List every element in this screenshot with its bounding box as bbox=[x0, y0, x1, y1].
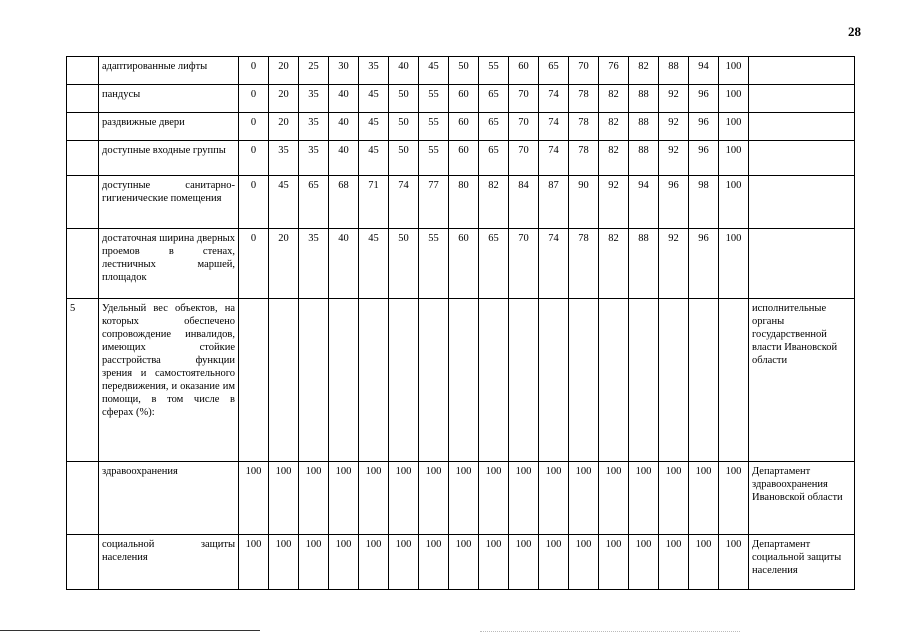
year-value-cell: 50 bbox=[389, 85, 419, 113]
year-value-cell: 74 bbox=[539, 113, 569, 141]
year-value-cell: 65 bbox=[539, 57, 569, 85]
year-value-cell bbox=[389, 299, 419, 462]
year-value-cell: 100 bbox=[719, 462, 749, 535]
year-value-cell: 65 bbox=[479, 141, 509, 176]
year-value-cell: 100 bbox=[659, 462, 689, 535]
year-value-cell: 40 bbox=[329, 85, 359, 113]
year-value-cell bbox=[539, 299, 569, 462]
year-value-cell: 84 bbox=[509, 176, 539, 229]
year-value-cell: 100 bbox=[419, 535, 449, 590]
responsible-executor-cell: исполнительные органы государственной власти Ивановской области bbox=[749, 299, 855, 462]
year-value-cell: 77 bbox=[419, 176, 449, 229]
indicator-name-cell: доступные входные группы bbox=[99, 141, 239, 176]
row-index-cell bbox=[67, 141, 99, 176]
year-value-cell: 20 bbox=[269, 229, 299, 299]
year-value-cell: 65 bbox=[479, 85, 509, 113]
year-value-cell: 0 bbox=[239, 141, 269, 176]
year-value-cell: 100 bbox=[329, 535, 359, 590]
year-value-cell: 88 bbox=[629, 141, 659, 176]
year-value-cell: 50 bbox=[389, 229, 419, 299]
row-index-cell bbox=[67, 113, 99, 141]
table-row bbox=[67, 462, 855, 535]
year-value-cell: 70 bbox=[509, 85, 539, 113]
year-value-cell: 68 bbox=[329, 176, 359, 229]
year-value-cell: 94 bbox=[689, 57, 719, 85]
indicator-name-cell: доступные санитарно-гигиенические помещения bbox=[99, 176, 239, 229]
year-value-cell: 65 bbox=[299, 176, 329, 229]
year-value-cell bbox=[659, 299, 689, 462]
year-value-cell: 55 bbox=[419, 85, 449, 113]
row-index-cell bbox=[67, 85, 99, 113]
year-value-cell: 74 bbox=[539, 229, 569, 299]
year-value-cell: 100 bbox=[629, 535, 659, 590]
responsible-executor-cell bbox=[749, 113, 855, 141]
year-value-cell: 20 bbox=[269, 57, 299, 85]
table-row bbox=[67, 57, 855, 85]
year-value-cell: 0 bbox=[239, 176, 269, 229]
year-value-cell: 60 bbox=[509, 57, 539, 85]
responsible-executor-cell bbox=[749, 85, 855, 113]
year-value-cell: 96 bbox=[689, 113, 719, 141]
year-value-cell: 100 bbox=[569, 535, 599, 590]
year-value-cell: 100 bbox=[689, 535, 719, 590]
year-value-cell: 45 bbox=[359, 85, 389, 113]
year-value-cell: 100 bbox=[269, 535, 299, 590]
year-value-cell bbox=[239, 299, 269, 462]
year-value-cell: 94 bbox=[629, 176, 659, 229]
year-value-cell: 100 bbox=[719, 85, 749, 113]
year-value-cell bbox=[509, 299, 539, 462]
table-row bbox=[67, 85, 855, 113]
year-value-cell: 60 bbox=[449, 229, 479, 299]
year-value-cell: 100 bbox=[479, 535, 509, 590]
bottom-rule bbox=[0, 630, 260, 631]
year-value-cell: 100 bbox=[719, 535, 749, 590]
year-value-cell: 100 bbox=[299, 462, 329, 535]
year-value-cell: 35 bbox=[299, 85, 329, 113]
year-value-cell: 70 bbox=[509, 229, 539, 299]
year-value-cell bbox=[569, 299, 599, 462]
responsible-executor-cell: Департамент социальной защиты населения bbox=[749, 535, 855, 590]
year-value-cell: 0 bbox=[239, 85, 269, 113]
year-value-cell: 100 bbox=[719, 229, 749, 299]
year-value-cell: 74 bbox=[389, 176, 419, 229]
table-row bbox=[67, 299, 855, 462]
year-value-cell bbox=[269, 299, 299, 462]
responsible-executor-cell: Департамент здравоохранения Ивановской области bbox=[749, 462, 855, 535]
year-value-cell: 70 bbox=[509, 141, 539, 176]
year-value-cell: 100 bbox=[659, 535, 689, 590]
year-value-cell: 60 bbox=[449, 113, 479, 141]
row-index-cell bbox=[67, 176, 99, 229]
year-value-cell: 100 bbox=[329, 462, 359, 535]
year-value-cell: 100 bbox=[569, 462, 599, 535]
year-value-cell: 100 bbox=[269, 462, 299, 535]
year-value-cell: 100 bbox=[449, 462, 479, 535]
year-value-cell bbox=[689, 299, 719, 462]
year-value-cell: 35 bbox=[359, 57, 389, 85]
year-value-cell: 65 bbox=[479, 229, 509, 299]
year-value-cell: 55 bbox=[419, 113, 449, 141]
indicator-name-cell: достаточная ширина дверных проемов в стенах, лестничных маршей, площадок bbox=[99, 229, 239, 299]
year-value-cell: 70 bbox=[509, 113, 539, 141]
responsible-executor-cell bbox=[749, 229, 855, 299]
year-value-cell: 40 bbox=[329, 113, 359, 141]
year-value-cell bbox=[449, 299, 479, 462]
year-value-cell: 100 bbox=[719, 176, 749, 229]
row-index-cell bbox=[67, 57, 99, 85]
year-value-cell: 55 bbox=[419, 141, 449, 176]
indicator-name-cell: адаптированные лифты bbox=[99, 57, 239, 85]
year-value-cell bbox=[479, 299, 509, 462]
table-body bbox=[67, 57, 855, 590]
responsible-executor-cell bbox=[749, 141, 855, 176]
year-value-cell: 88 bbox=[659, 57, 689, 85]
year-value-cell: 78 bbox=[569, 85, 599, 113]
year-value-cell: 35 bbox=[269, 141, 299, 176]
year-value-cell: 100 bbox=[419, 462, 449, 535]
year-value-cell: 35 bbox=[299, 141, 329, 176]
year-value-cell: 100 bbox=[689, 462, 719, 535]
indicator-name-cell: пандусы bbox=[99, 85, 239, 113]
year-value-cell bbox=[359, 299, 389, 462]
year-value-cell: 30 bbox=[329, 57, 359, 85]
year-value-cell: 82 bbox=[599, 85, 629, 113]
row-index-cell bbox=[67, 462, 99, 535]
year-value-cell: 96 bbox=[659, 176, 689, 229]
year-value-cell bbox=[299, 299, 329, 462]
year-value-cell: 82 bbox=[479, 176, 509, 229]
year-value-cell: 100 bbox=[599, 462, 629, 535]
year-value-cell: 100 bbox=[359, 462, 389, 535]
page-number: 28 bbox=[848, 24, 861, 39]
year-value-cell: 92 bbox=[659, 113, 689, 141]
table-row bbox=[67, 535, 855, 590]
year-value-cell: 82 bbox=[629, 57, 659, 85]
year-value-cell: 20 bbox=[269, 85, 299, 113]
year-value-cell: 92 bbox=[659, 141, 689, 176]
year-value-cell: 45 bbox=[269, 176, 299, 229]
year-value-cell: 96 bbox=[689, 141, 719, 176]
year-value-cell: 35 bbox=[299, 113, 329, 141]
year-value-cell: 74 bbox=[539, 141, 569, 176]
year-value-cell: 100 bbox=[449, 535, 479, 590]
year-value-cell: 0 bbox=[239, 113, 269, 141]
table-row bbox=[67, 229, 855, 299]
year-value-cell: 92 bbox=[599, 176, 629, 229]
scan-artifact bbox=[480, 631, 740, 633]
table-row bbox=[67, 176, 855, 229]
year-value-cell: 87 bbox=[539, 176, 569, 229]
table-row bbox=[67, 113, 855, 141]
year-value-cell: 100 bbox=[359, 535, 389, 590]
year-value-cell bbox=[719, 299, 749, 462]
year-value-cell: 50 bbox=[389, 113, 419, 141]
year-value-cell: 35 bbox=[299, 229, 329, 299]
year-value-cell: 25 bbox=[299, 57, 329, 85]
year-value-cell: 92 bbox=[659, 85, 689, 113]
year-value-cell: 100 bbox=[479, 462, 509, 535]
year-value-cell: 70 bbox=[569, 57, 599, 85]
row-index-cell bbox=[67, 229, 99, 299]
year-value-cell: 45 bbox=[419, 57, 449, 85]
year-value-cell: 100 bbox=[299, 535, 329, 590]
year-value-cell: 100 bbox=[599, 535, 629, 590]
indicator-name-cell: Удельный вес объектов, на которых обеспечено сопровождение инвалидов, имеющих стойкие расстройства функции зрения и самостоятельного передвижения, и оказание им помощи, в том числе в сферах (%): bbox=[99, 299, 239, 462]
year-value-cell: 0 bbox=[239, 229, 269, 299]
table-row bbox=[67, 141, 855, 176]
year-value-cell: 82 bbox=[599, 113, 629, 141]
year-value-cell: 50 bbox=[449, 57, 479, 85]
year-value-cell: 80 bbox=[449, 176, 479, 229]
year-value-cell: 55 bbox=[419, 229, 449, 299]
year-value-cell: 45 bbox=[359, 141, 389, 176]
year-value-cell: 65 bbox=[479, 113, 509, 141]
year-value-cell: 100 bbox=[389, 462, 419, 535]
year-value-cell: 76 bbox=[599, 57, 629, 85]
year-value-cell: 88 bbox=[629, 85, 659, 113]
year-value-cell: 96 bbox=[689, 229, 719, 299]
responsible-executor-cell bbox=[749, 176, 855, 229]
year-value-cell: 100 bbox=[629, 462, 659, 535]
year-value-cell: 92 bbox=[659, 229, 689, 299]
year-value-cell: 100 bbox=[389, 535, 419, 590]
year-value-cell: 40 bbox=[329, 141, 359, 176]
year-value-cell bbox=[329, 299, 359, 462]
year-value-cell: 82 bbox=[599, 141, 629, 176]
year-value-cell: 100 bbox=[539, 462, 569, 535]
year-value-cell: 100 bbox=[509, 462, 539, 535]
row-index-cell bbox=[67, 535, 99, 590]
year-value-cell: 88 bbox=[629, 229, 659, 299]
year-value-cell: 45 bbox=[359, 229, 389, 299]
indicator-name-cell: раздвижные двери bbox=[99, 113, 239, 141]
year-value-cell: 96 bbox=[689, 85, 719, 113]
year-value-cell: 100 bbox=[239, 535, 269, 590]
year-value-cell: 100 bbox=[239, 462, 269, 535]
year-value-cell: 100 bbox=[719, 141, 749, 176]
year-value-cell: 55 bbox=[479, 57, 509, 85]
year-value-cell bbox=[599, 299, 629, 462]
year-value-cell: 98 bbox=[689, 176, 719, 229]
year-value-cell: 78 bbox=[569, 113, 599, 141]
year-value-cell: 74 bbox=[539, 85, 569, 113]
year-value-cell: 40 bbox=[389, 57, 419, 85]
year-value-cell: 88 bbox=[629, 113, 659, 141]
year-value-cell: 60 bbox=[449, 141, 479, 176]
year-value-cell: 78 bbox=[569, 141, 599, 176]
year-value-cell bbox=[629, 299, 659, 462]
year-value-cell: 45 bbox=[359, 113, 389, 141]
year-value-cell: 0 bbox=[239, 57, 269, 85]
year-value-cell: 71 bbox=[359, 176, 389, 229]
year-value-cell: 78 bbox=[569, 229, 599, 299]
indicator-name-cell: здравоохранения bbox=[99, 462, 239, 535]
year-value-cell: 40 bbox=[329, 229, 359, 299]
year-value-cell: 82 bbox=[599, 229, 629, 299]
year-value-cell: 90 bbox=[569, 176, 599, 229]
year-value-cell: 50 bbox=[389, 141, 419, 176]
year-value-cell: 100 bbox=[539, 535, 569, 590]
indicators-table bbox=[66, 56, 855, 590]
indicator-name-cell: социальной защиты населения bbox=[99, 535, 239, 590]
year-value-cell: 100 bbox=[509, 535, 539, 590]
year-value-cell: 100 bbox=[719, 57, 749, 85]
year-value-cell: 60 bbox=[449, 85, 479, 113]
year-value-cell: 20 bbox=[269, 113, 299, 141]
year-value-cell bbox=[419, 299, 449, 462]
responsible-executor-cell bbox=[749, 57, 855, 85]
year-value-cell: 100 bbox=[719, 113, 749, 141]
row-index-cell: 5 bbox=[67, 299, 99, 462]
